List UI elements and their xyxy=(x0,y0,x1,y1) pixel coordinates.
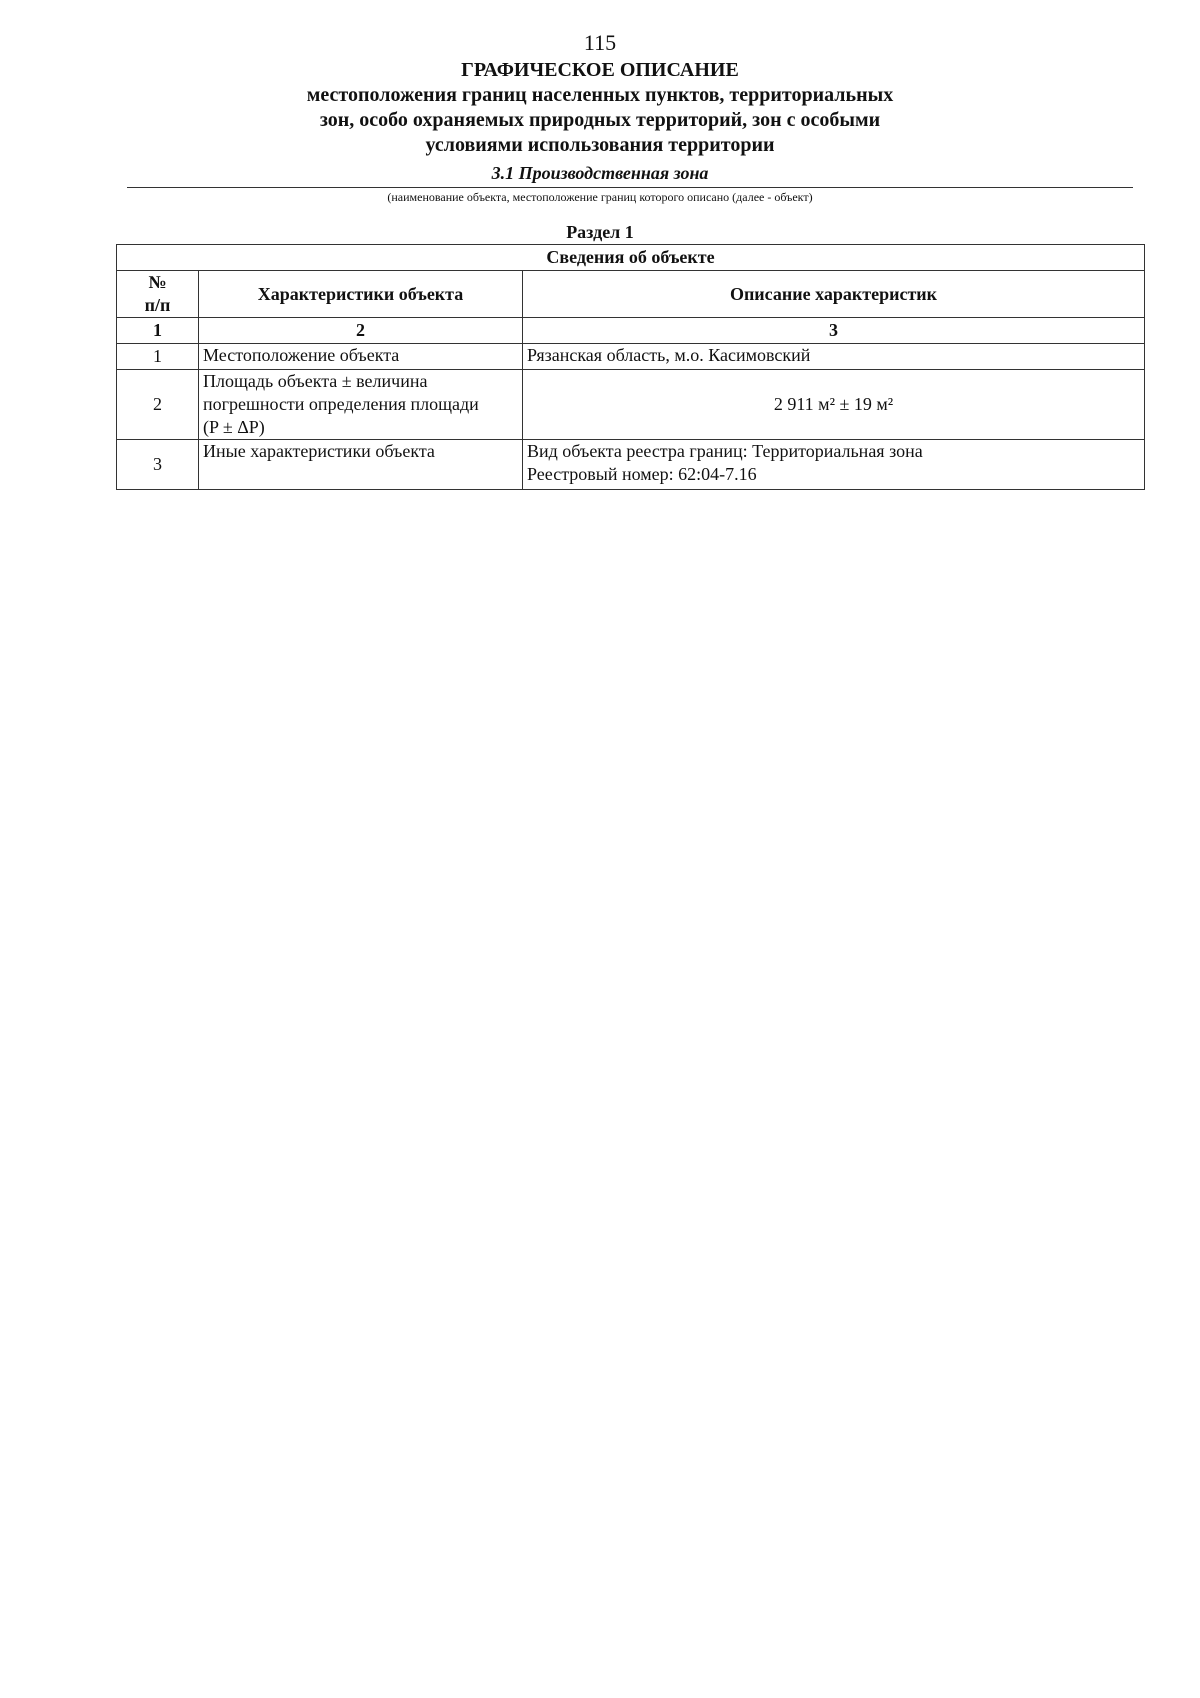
document-title xyxy=(0,58,1200,158)
page-number: 115 xyxy=(583,30,617,55)
header-characteristics: Характеристики объекта xyxy=(199,271,523,318)
column-number-row xyxy=(117,318,1145,344)
row-number: 1 xyxy=(117,344,199,370)
table-row xyxy=(117,370,1145,440)
title-line: условиями использования территории xyxy=(425,134,775,156)
object-caption: (наименование объекта, местоположение границ которого описано (далее - объект) xyxy=(387,190,813,204)
header-description: Описание характеристик xyxy=(523,271,1145,318)
table-row xyxy=(117,344,1145,370)
row-description xyxy=(523,344,1145,370)
title-line: зон, особо охраняемых природных территорий, зон с особыми xyxy=(319,109,881,131)
row-description xyxy=(523,370,1145,440)
row-description xyxy=(523,440,1145,490)
description-line: Рязанская область, м.о. Касимовский xyxy=(527,345,811,365)
section-title: Раздел 1 xyxy=(566,222,634,242)
table-header-row xyxy=(117,271,1145,318)
column-number: 2 xyxy=(199,318,523,344)
header-number xyxy=(117,271,199,318)
description-line: 2 911 м² ± 19 м² xyxy=(773,394,894,414)
title-heading: ГРАФИЧЕСКОЕ ОПИСАНИЕ xyxy=(461,59,739,81)
table-caption: Сведения об объекте xyxy=(117,245,1145,271)
header-number-line1: № xyxy=(148,272,167,292)
row-characteristic xyxy=(199,440,523,490)
object-name-underline xyxy=(127,187,1133,188)
object-name: 3.1 Производственная зона xyxy=(491,163,709,183)
table-caption-row xyxy=(117,245,1145,271)
characteristic-line: Местоположение объекта xyxy=(203,345,400,365)
characteristic-line: (P ± ΔP) xyxy=(203,417,265,437)
header-number-line2: п/п xyxy=(144,295,171,315)
table-row xyxy=(117,440,1145,490)
title-line: местоположения границ населенных пунктов, территориальных xyxy=(306,84,894,106)
characteristic-line: погрешности определения площади xyxy=(203,394,479,414)
column-number: 3 xyxy=(523,318,1145,344)
column-number: 1 xyxy=(117,318,199,344)
description-line: Реестровый номер: 62:04-7.16 xyxy=(527,464,757,484)
description-line: Вид объекта реестра границ: Территориальная зона xyxy=(527,441,923,461)
object-info-table xyxy=(116,244,1145,490)
row-characteristic xyxy=(199,344,523,370)
characteristic-line: Иные характеристики объекта xyxy=(203,441,435,461)
characteristic-line: Площадь объекта ± величина xyxy=(203,371,428,391)
row-number: 3 xyxy=(117,440,199,490)
row-number: 2 xyxy=(117,370,199,440)
row-characteristic xyxy=(199,370,523,440)
